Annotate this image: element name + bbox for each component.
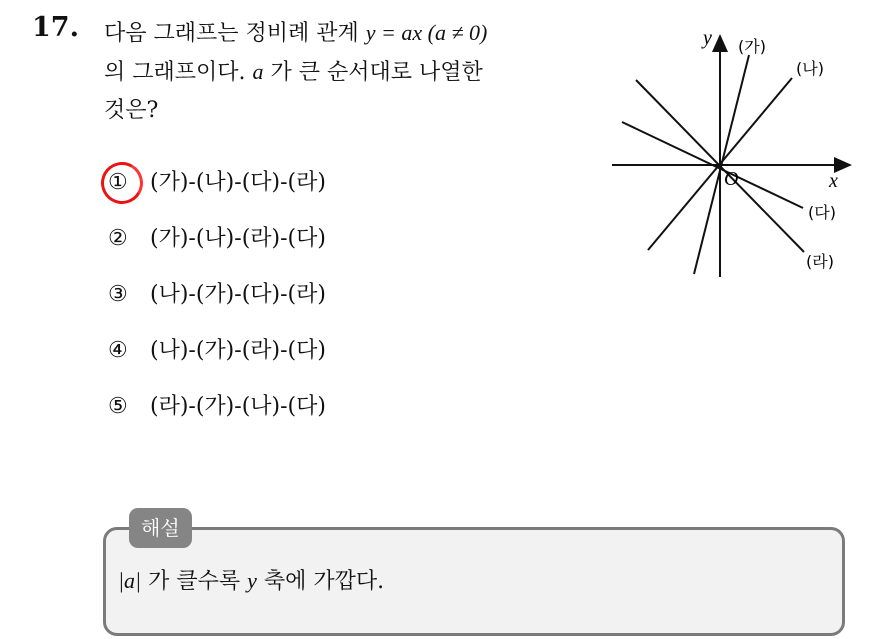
- answer-choices: [108, 163, 326, 443]
- choice-number: ⑤: [108, 394, 128, 419]
- choice-number: ①: [108, 170, 128, 195]
- choice-text: (라)-(가)-(나)-(다): [150, 394, 326, 419]
- label-na: (나): [796, 59, 824, 78]
- explanation-tag: 해설: [129, 508, 192, 548]
- question-number: 17.: [32, 12, 79, 43]
- question-text: [104, 14, 584, 130]
- explanation-var-y: y: [247, 568, 257, 593]
- question-line-3: 것은?: [104, 98, 159, 123]
- explanation-text: [118, 564, 384, 595]
- choice-number: ②: [108, 226, 128, 251]
- choice-1[interactable]: [108, 163, 326, 219]
- choice-text: (나)-(가)-(라)-(다): [150, 338, 326, 363]
- question-line-1: [104, 14, 584, 53]
- y-axis-label: y: [703, 27, 712, 49]
- question-equation: y = ax (a ≠ 0): [365, 20, 488, 45]
- question-line-2: [104, 53, 584, 92]
- choice-number: ④: [108, 338, 128, 363]
- choice-2[interactable]: [108, 219, 326, 275]
- label-da: (다): [808, 203, 836, 222]
- question-var-a: a: [252, 59, 264, 84]
- choice-number: ③: [108, 282, 128, 307]
- proportion-graph: [600, 22, 860, 284]
- choice-3[interactable]: [108, 275, 326, 331]
- explanation-text-1: 가 클수록: [141, 569, 248, 594]
- choice-text: (가)-(나)-(다)-(라): [150, 170, 326, 195]
- choice-5[interactable]: [108, 387, 326, 443]
- question-line2-prefix: 의 그래프이다.: [104, 60, 253, 85]
- question-line1-prefix: 다음 그래프는 정비례 관계: [104, 21, 366, 46]
- label-ra: (라): [806, 252, 834, 271]
- origin-label: O: [724, 168, 739, 190]
- choice-text: (나)-(가)-(다)-(라): [150, 282, 326, 307]
- choice-4[interactable]: [108, 331, 326, 387]
- explanation-text-2: 축에 가깝다.: [256, 569, 385, 594]
- explanation-abs-a: |a|: [118, 568, 142, 593]
- question-line2-suffix: 가 큰 순서대로 나열한: [263, 60, 483, 85]
- x-axis-label: x: [829, 170, 838, 192]
- choice-text: (가)-(나)-(라)-(다): [150, 226, 326, 251]
- label-ga: (가): [738, 37, 766, 56]
